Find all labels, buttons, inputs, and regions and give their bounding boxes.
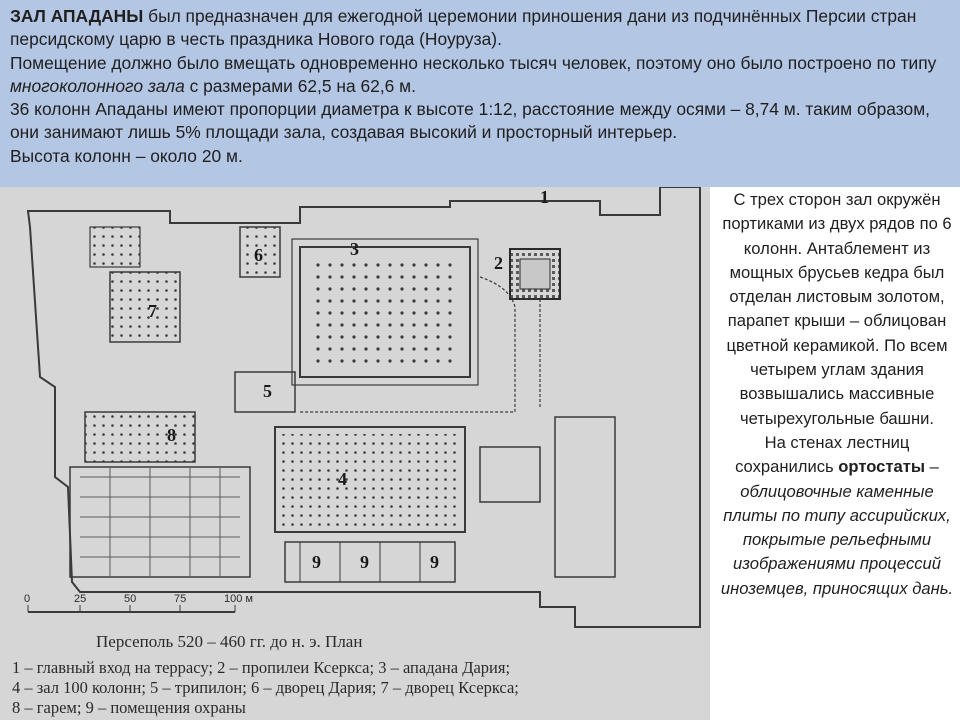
intro-text-block — [0, 0, 960, 187]
scale-tick-label: 75 — [174, 593, 187, 605]
side-p2-dash: – — [925, 457, 939, 477]
scale-tick-label: 0 — [24, 593, 31, 605]
plan-number-9: 9 — [360, 552, 369, 572]
scale-tick-label: 50 — [124, 593, 137, 605]
intro-paragraph-3: 36 колонн Ападаны имеют пропорции диаметра к высоте 1:12, расстояние между осями – 8,74 м. таким образом, они занимают лишь 5% площади зала, создавая высокий и просторный интерьер. — [10, 99, 930, 143]
plan-number-9: 9 — [430, 552, 439, 572]
persepolis-plan-image — [0, 187, 710, 720]
orthostats-term: ортостаты — [838, 457, 926, 477]
plan-title: Персеполь 520 – 460 гг. до н. э. План — [96, 632, 363, 651]
plan-number-5: 5 — [263, 381, 272, 401]
intro-paragraph-4: Высота колонн – около 20 м. — [10, 145, 243, 166]
side-paragraph-2 — [716, 431, 958, 601]
intro-p2-italic: многоколонного зала — [10, 75, 185, 96]
intro-paragraph-2 — [10, 52, 952, 99]
intro-p2-end: с размерами 62,5 на 62,6 м. — [184, 75, 416, 96]
plan-number-7: 7 — [148, 301, 157, 321]
intro-paragraph-1 — [10, 5, 952, 52]
plan-legend-line: 4 – зал 100 колонн; 5 – трипилон; 6 – дворец Дария; 7 – дворец Ксеркса; — [12, 678, 519, 697]
plan-legend-line: 1 – главный вход на террасу; 2 – пропилеи Ксеркса; 3 – ападана Дария; — [12, 658, 511, 677]
apadana-heading: ЗАЛ АПАДАНЫ — [10, 6, 144, 26]
side-paragraph-1: С трех сторон зал окружён портиками из двух рядов по 6 колонн. Антаблемент из мощных брусьев кедра был отделан листовым золотом, парапет крыши – облицован цветной керамикой. По всем четырем углам здания возвышались массивные четырехугольные башни. — [722, 190, 952, 428]
scale-tick-label: 25 — [74, 593, 87, 605]
plan-drawing — [0, 187, 710, 632]
scale-tick-label: 100 м — [224, 593, 253, 605]
plan-legend-line: 8 – гарем; 9 – помещения охраны — [12, 698, 246, 717]
side-p2-start: На стенах лестниц сохранились — [735, 432, 910, 477]
plan-caption — [0, 632, 710, 720]
plan-number-9: 9 — [312, 552, 321, 572]
plan-number-1: 1 — [540, 187, 549, 207]
plan-number-8: 8 — [167, 425, 176, 445]
side-text-block — [712, 187, 960, 720]
plan-number-3: 3 — [350, 239, 359, 259]
intro-p1-text: был предназначен для ежегодной церемонии приношения дани из подчинённых Персии стран персидскому царю в честь праздника Нового года (Ноуруза). — [10, 6, 917, 50]
plan-number-2: 2 — [494, 253, 503, 273]
plan-number-6: 6 — [254, 245, 263, 265]
orthostats-definition: облицовочные каменные плиты по типу ассирийских, покрытые рельефными изображениями процессий иноземцев, приносящих дань. — [720, 481, 954, 598]
intro-p2-start: Помещение должно было вмещать одновременно несколько тысяч человек, поэтому оно было построено по типу — [10, 52, 937, 73]
plan-number-4: 4 — [338, 469, 347, 489]
